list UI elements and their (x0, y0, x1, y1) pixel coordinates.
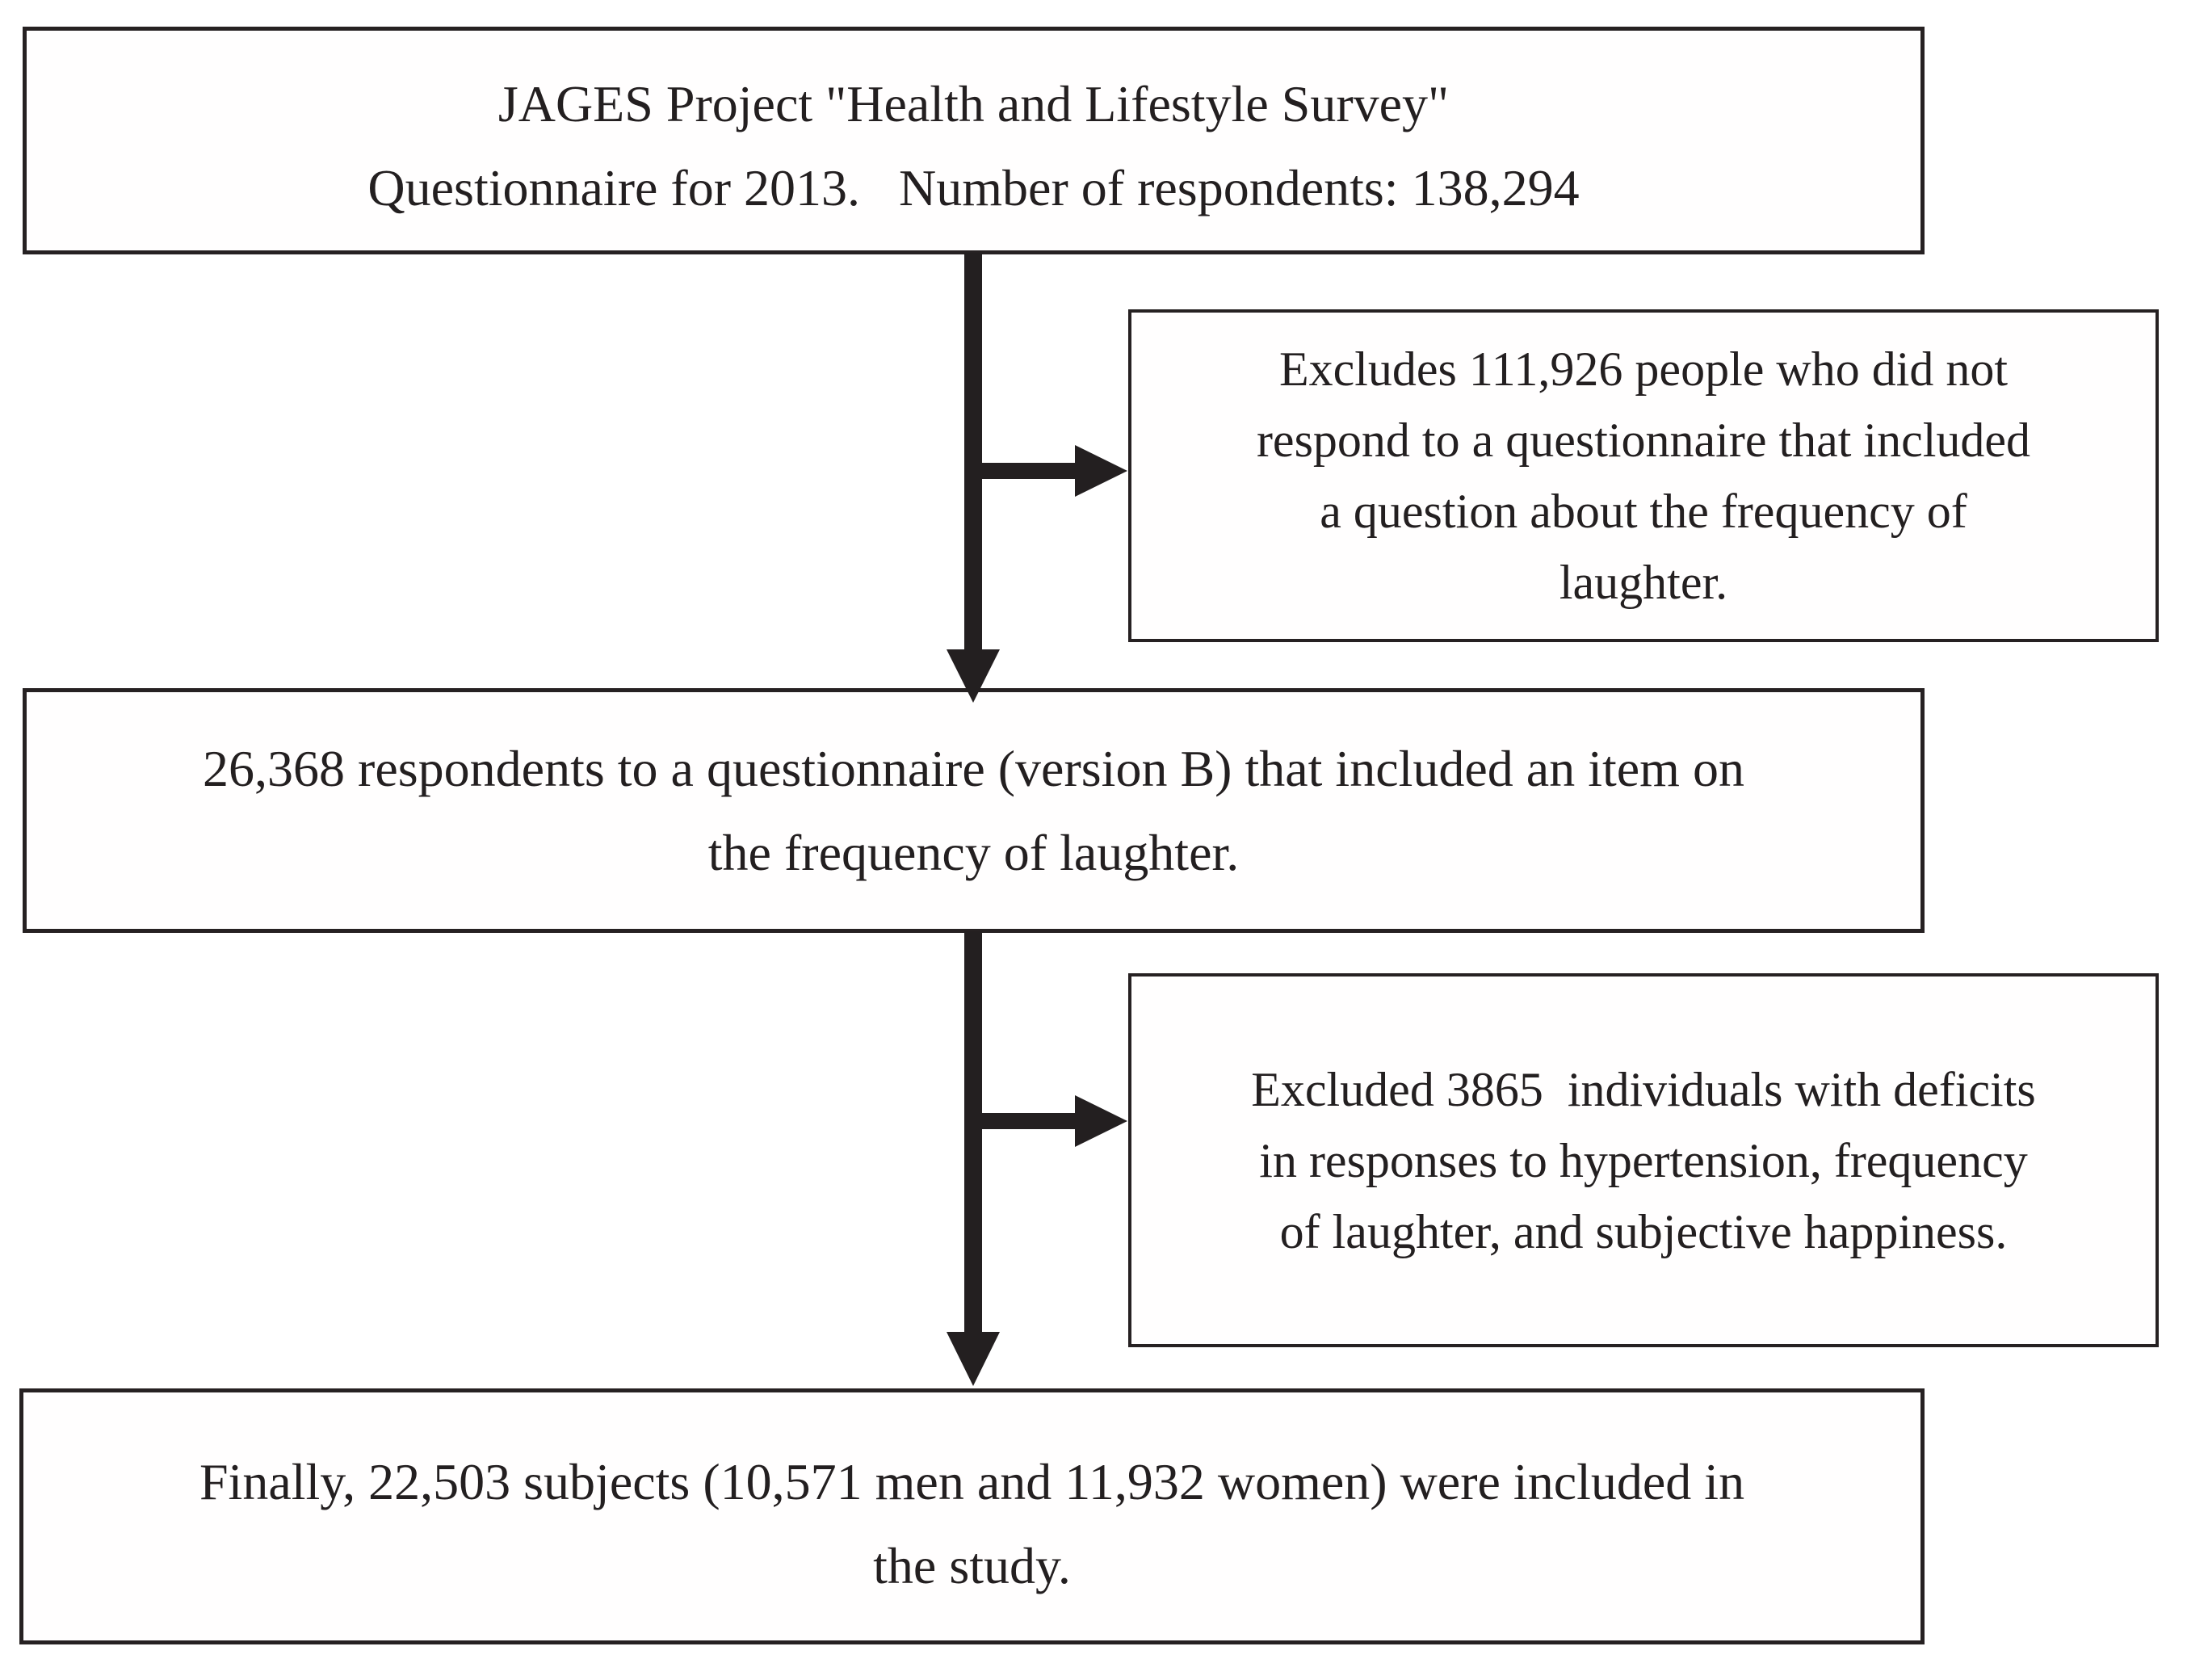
flow-box-final-subjects (19, 1388, 1925, 1644)
right-arrow-icon (973, 445, 1127, 497)
versionb-box-line2: the frequency of laughter. (707, 823, 1240, 881)
flow-box-survey-respondents (23, 27, 1925, 254)
flow-box-exclusion-no-laughter-question (1128, 309, 2159, 642)
final-box-line1: Finally, 22,503 subjects (10,571 men and 11,932 women) were included in (199, 1452, 1745, 1510)
down-arrow-icon (947, 253, 1000, 703)
exclusion2-line1: Excluded 3865 individuals with deficits (1251, 1062, 2036, 1116)
exclusion1-line4: laughter. (1559, 556, 1728, 609)
exclusion2-line2: in responses to hypertension, frequency (1259, 1133, 2028, 1187)
down-arrow-icon (947, 931, 1000, 1386)
exclusion2-line3: of laughter, and subjective happiness. (1279, 1204, 2008, 1258)
survey-box-line2: Questionnaire for 2013. Number of respondents: 138,294 (367, 159, 1580, 216)
final-box-line2: the study. (873, 1536, 1071, 1594)
exclusion1-line3: a question about the frequency of (1320, 485, 1967, 538)
survey-box-line1: JAGES Project "Health and Lifestyle Survey" (497, 75, 1450, 132)
flow-box-versionb-respondents (23, 688, 1925, 933)
versionb-box-line1: 26,368 respondents to a questionnaire (version B) that included an item on (203, 739, 1744, 797)
right-arrow-icon (973, 1095, 1127, 1147)
flow-box-exclusion-missing-responses (1128, 973, 2159, 1347)
exclusion1-line1: Excludes 111,926 people who did not (1278, 342, 2009, 396)
exclusion1-line2: respond to a questionnaire that included (1256, 414, 2031, 467)
